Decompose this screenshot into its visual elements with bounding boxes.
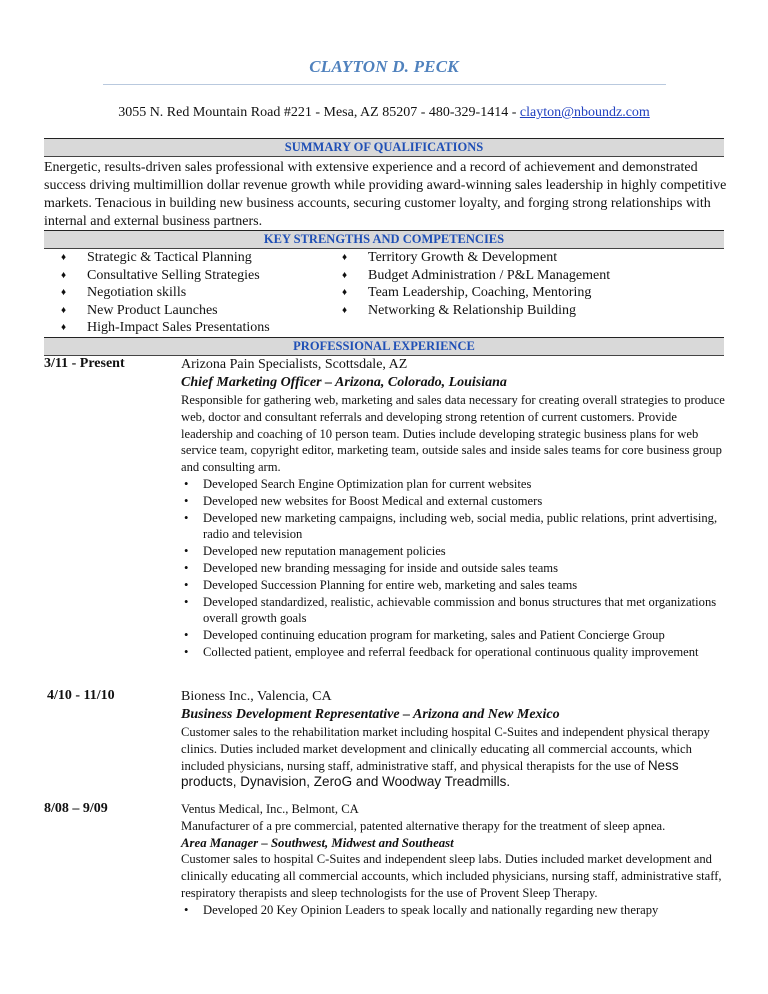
contact-line (0, 105, 768, 121)
job-entry (181, 356, 726, 661)
job-title: Chief Marketing Officer – Arizona, Colorado, Louisiana (181, 375, 507, 390)
job-description: Responsible for gathering web, marketing and sales data necessary for creating overall strategies to produce web, doctor and consultant referrals and developing strong retention of current customers. Provide leadership and coaching of 10 person team. Duties include developing strategic business plans for web service team, copyright editor, marketing team, outside sales and inside sales teams for core business group and consulting arm. (181, 393, 725, 475)
email-link[interactable]: clayton@nboundz.com (519, 105, 650, 120)
job-dates: 8/08 – 9/09 (44, 801, 108, 816)
diamond-bullet-icon: ♦ (61, 304, 67, 316)
job-company: Ventus Medical, Inc., Belmont, CA (181, 802, 359, 816)
summary-heading: SUMMARY OF QUALIFICATIONS (44, 138, 724, 157)
diamond-bullet-icon: ♦ (61, 252, 67, 263)
bullet-icon: • (184, 560, 189, 575)
list-item: • Developed new reputation management policies (184, 544, 446, 559)
list-item: • Developed new marketing campaigns, including web, social media, public relations, print advertising, radio and television (184, 510, 718, 542)
bullet-icon: • (184, 594, 189, 609)
competencies-heading: KEY STRENGTHS AND COMPETENCIES (44, 230, 724, 249)
list-item: • Collected patient, employee and referral feedback for operational continuous quality improvement (184, 644, 699, 659)
list-item: • Developed 20 Key Opinion Leaders to speak locally and nationally regarding new therapy (184, 902, 659, 917)
name-divider (103, 84, 666, 85)
job-description: Customer sales to hospital C-Suites and independent sleep labs. Duties included market development and clinically educating all commercial accounts, which included physicians, nursing staff, administrative staff, respiratory therapists and sleep technologists for the use of Provent Sleep Therapy. (181, 852, 722, 900)
job-description: Customer sales to the rehabilitation market including hospital C-Suites and independent physical therapy clinics. Duties included market development and clinically educating all commercial accounts, which included physicians, nursing staff, administrative staff, and physical therapists for the use of Ness products, Dynavision, ZeroG and Woodway Treadmills. (181, 725, 710, 790)
diamond-bullet-icon: ♦ (61, 287, 67, 298)
list-item: • Developed new branding messaging for inside and outside sales teams (184, 560, 558, 575)
list-item: • Developed Succession Planning for entire web, marketing and sales teams (184, 577, 578, 592)
bullet-icon: • (184, 476, 189, 491)
job-entry (181, 688, 726, 791)
bullet-icon: • (184, 577, 189, 592)
job-entry (181, 801, 726, 919)
bullet-icon: • (184, 510, 189, 525)
list-item: • Developed continuing education program for marketing, sales and Patient Concierge Group (184, 628, 665, 643)
bullet-icon: • (184, 628, 189, 643)
diamond-bullet-icon: ♦ (61, 322, 67, 333)
list-item: • Developed standardized, realistic, achievable commission and bonus structures that met organizations overall growth goals (184, 594, 717, 626)
list-item: • Developed new websites for Boost Medical and external customers (184, 493, 543, 508)
bullet-icon: • (184, 544, 189, 559)
job-company: Bioness Inc., Valencia, CA (181, 689, 332, 704)
resume-page: CLAYTON D. PECK 3055 N. Red Mountain Road #221 - Mesa, AZ 85207 - 480-329-1414 - clayton@nboundz.com SUMMARY OF QUALIFICATIONS Energetic, results-driven sales professional with extensive experience and a record of achievement and demonstrated success driving multimillion dollar revenue growth while providing award-winning sales leadership in highly competitive markets. Tenacious in building new business accounts, securing customer loyalty, and forging strong relationships with internal and external business partners. KEY STRENGTHS AND COMPETENCIES ♦ Strategic & Tactical Planning ♦ Consultative Selling Strategies ♦ Negotiation skills ♦ New Product Launches ♦ High-Impact Sales Presentations ♦ Territory Growth & Development ♦ Budget Administration / P&L Management ♦ Team Leadership, Coaching, Mentoring ♦ Networking & Relationship Building PROFESSIONAL EXPERIENCE 3/11 - Present Arizona Pain Specialists, Scottsdale, AZ Chief Marketing Officer – Arizona, Colorado, Louisiana Responsible for gathering web, marketing and sales data necessary for creating overall strategies to produce web, doctor and consultant referrals and developing strong retention of current customers. Provide leadership and coaching of 10 person team. Duties include developing strategic business plans for web service team, copyright editor, marketing team, outside sales and inside sales teams for core business group and consulting arm. • Developed Search Engine Optimization plan for current websites • Developed new websites for Boost Medical and external customers • Developed new marketing campaigns, including web, social media, public relations, print advertising, radio and television • Developed new reputation management policies • Developed new branding messaging for inside and outside sales teams • Developed Succession Planning for entire web, marketing and sales teams • Developed standardized, realistic, achievable commission and bonus structures that met organizations overall growth goals • Developed continuing education program for marketing, sales and Patient Concierge Group • Collected patient, employee and referral feedback for operational continuous quality improvement 4/10 - 11/10 Bioness Inc., Valencia, CA Business Development Representative – Arizona and New Mexico Customer sales to the rehabilitation market including hospital C-Suites and independent physical therapy clinics. Duties included market development and clinically educating all commercial accounts, which included physicians, nursing staff, administrative staff, and physical therapists for the use of Ness products, Dynavision, ZeroG and Woodway Treadmills. 8/08 – 9/09 Ventus Medical, Inc., Belmont, CA Manufacturer of a pre commercial, patented alternative therapy for the treatment of sleep apnea. Area Manager – Southwest, Midwest and Southeast Customer sales to hospital C-Suites and independent sleep labs. Duties included market development and clinically educating all commercial accounts, which included physicians, nursing staff, administrative staff, respiratory therapists and sleep technologists for the use of Provent Sleep Therapy. • Developed 20 Key Opinion Leaders to speak locally and nationally regarding new therapy (0, 0, 768, 994)
job-title: Business Development Representative – Arizona and New Mexico (181, 707, 560, 722)
list-item: • Developed Search Engine Optimization plan for current websites (184, 476, 532, 491)
contact-address: 3055 N. Red Mountain Road #221 - Mesa, AZ 85207 - 480-329-1414 - (118, 105, 520, 120)
candidate-name: CLAYTON D. PECK (309, 57, 459, 76)
job-subline: Manufacturer of a pre commercial, patented alternative therapy for the treatment of sleep apnea. (181, 818, 666, 833)
bullet-icon: • (184, 493, 189, 508)
diamond-bullet-icon: ♦ (342, 269, 348, 281)
job-bullets (181, 476, 726, 661)
diamond-bullet-icon: ♦ (342, 252, 348, 263)
summary-text: Energetic, results-driven sales professional with extensive experience and a record of achievement and demonstrated success driving multimillion dollar revenue growth while providing award-winning sales leadership in highly competitive markets. Tenacious in building new business accounts, securing customer loyalty, and forging strong relationships with internal and external business partners. (44, 160, 727, 229)
experience-heading: PROFESSIONAL EXPERIENCE (44, 337, 724, 356)
job-company: Arizona Pain Specialists, Scottsdale, AZ (181, 357, 408, 372)
job-dates: 4/10 - 11/10 (47, 688, 115, 703)
job-title: Area Manager – Southwest, Midwest and Southeast (181, 835, 454, 850)
bullet-icon: • (184, 644, 189, 659)
job-bullets (181, 902, 726, 919)
job-dates: 3/11 - Present (44, 356, 125, 371)
diamond-bullet-icon: ♦ (342, 304, 348, 316)
diamond-bullet-icon: ♦ (61, 269, 67, 281)
diamond-bullet-icon: ♦ (342, 287, 348, 298)
bullet-icon: • (184, 902, 189, 917)
